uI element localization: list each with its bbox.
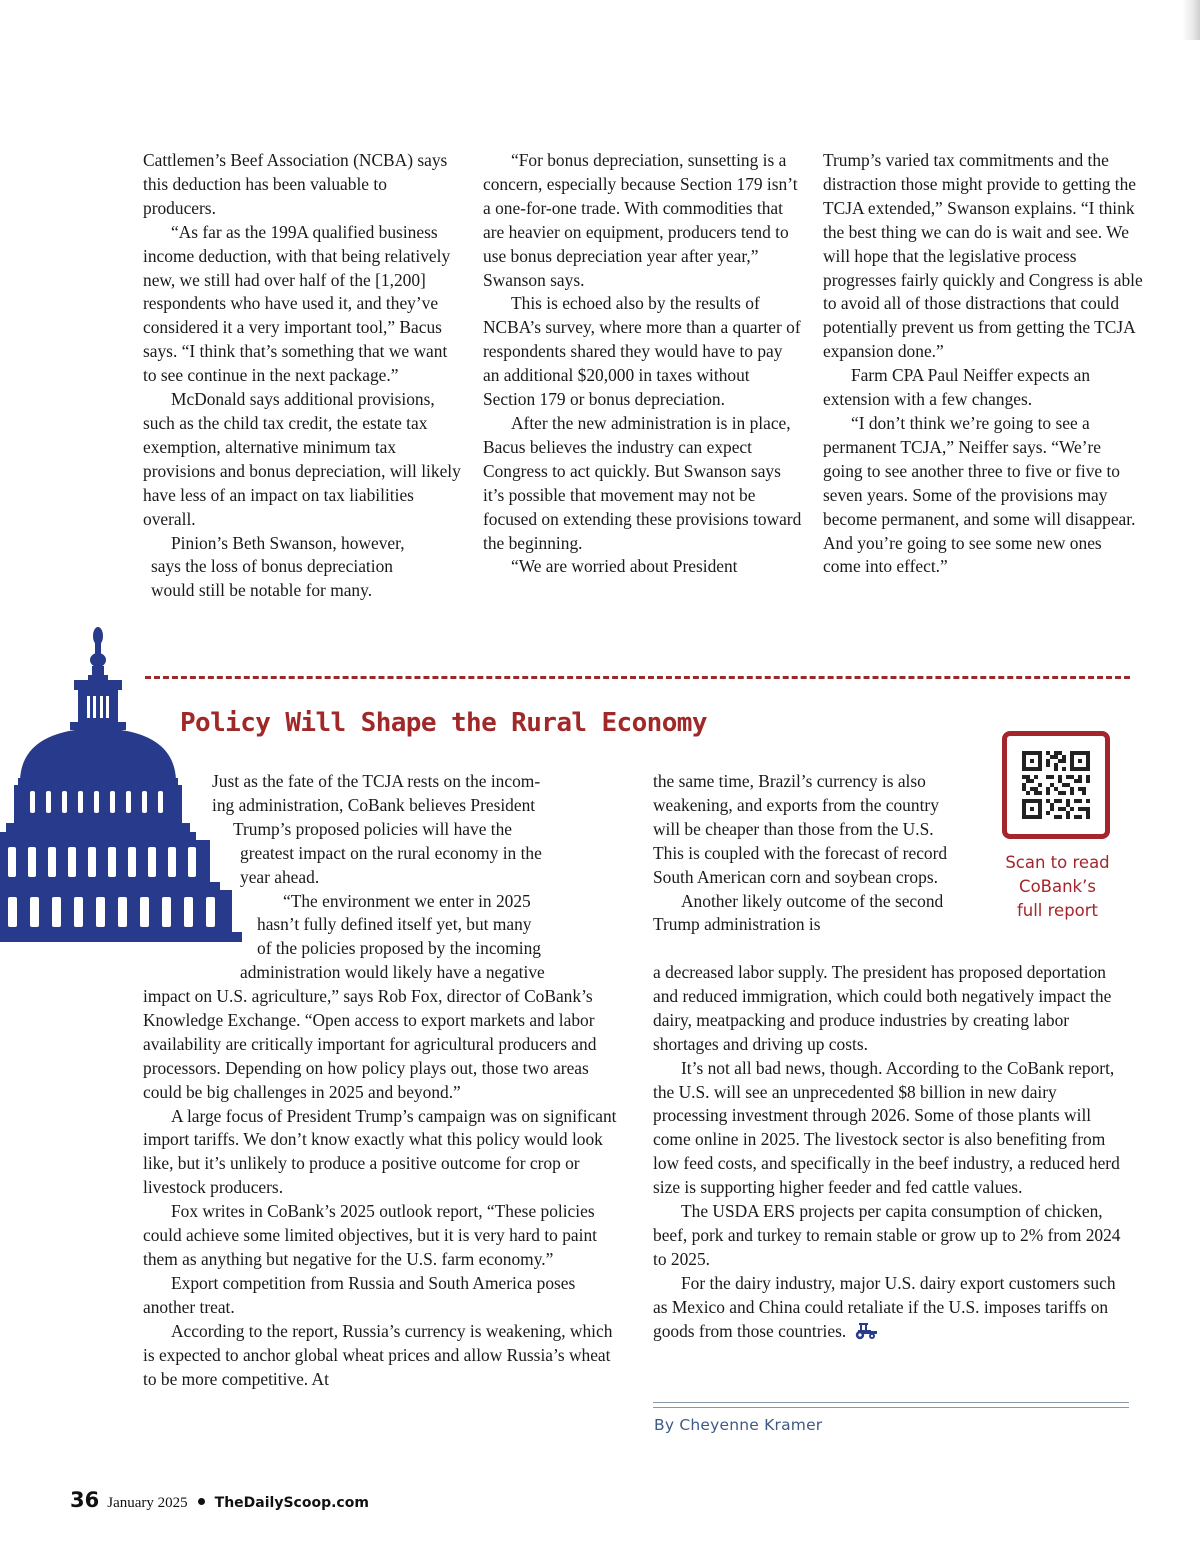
text-line: would still be notable for many. [151, 580, 373, 601]
paragraph: Trump’s varied tax commitments and the distraction those might provide to getting the TCJA extended,” Swanson explains. “I think the best thing we can do is wait and see. We will hope that the legislative process progresses fairly quickly and Congress is able to avoid all of those distractions that could potentially prevent us from getting the TCJA expansion done.” [823, 150, 1143, 362]
shaped-paragraph [143, 532, 463, 604]
text-line: Pinion’s Beth Swanson, however, [171, 532, 405, 553]
issue-date: January 2025 [107, 1495, 188, 1511]
paragraph: After the new administration is in place, Bacus believes the industry can expect Congress to act quickly. But Swanson says it’s possible that movement may not be focused on extending these provisions toward the beginning. [483, 412, 802, 553]
top-column-1 [143, 149, 463, 603]
section-heading: Policy Will Shape the Rural Economy [180, 708, 707, 738]
text-line: year ahead. [240, 866, 320, 887]
byline-rule-top [653, 1402, 1129, 1403]
paragraph: “As far as the 199A qualified business income deduction, with that being relatively new, we still had over half of the [1,200] respondents who have used it, and they’ve considered it a very important tool,” Bacus says. “I think that’s something that we want to see continue in the next package.” [143, 221, 451, 386]
lower-column-1 [143, 985, 621, 1391]
paragraph: Cattlemen’s Beef Association (NCBA) says this deduction has been valuable to producers. [143, 150, 448, 218]
paragraph: Fox writes in CoBank’s 2025 outlook report, “These policies could achieve some limited objectives, but it is very hard to paint them as anything but negative for the U.S. farm economy.” [143, 1201, 597, 1269]
qr-code[interactable] [1002, 731, 1110, 839]
tractor-icon [852, 1322, 878, 1340]
qr-caption [985, 851, 1130, 923]
page-edge [1182, 0, 1200, 40]
top-column-3 [823, 149, 1143, 579]
qr-code-icon [1022, 751, 1090, 819]
text-line: says the loss of bonus depreciation [151, 556, 393, 577]
paragraph: “We are worried about President [511, 556, 738, 577]
qr-caption-line: CoBank’s [1019, 877, 1096, 896]
text-line: hasn’t fully defined itself yet, but many [257, 914, 532, 935]
lower-column-1-shaped [0, 770, 620, 985]
paragraph: This is echoed also by the results of NCBA’s survey, where more than a quarter of respondents shared they would have to pay an additional $20,000 in taxes without Section 179 or bonus depreciation. [483, 293, 801, 410]
paragraph: the same time, Brazil’s currency is also weakening, and exports from the country will be cheaper than those from the U.S. This is coupled with the forecast of record South American corn and soybean crops. [653, 771, 948, 887]
text-line: ing administration, CoBank believes President [212, 794, 536, 815]
text-line: “The environment we enter in 2025 [283, 890, 531, 911]
top-column-2 [483, 149, 803, 579]
paragraph: The USDA ERS projects per capita consumption of chicken, beef, pork and turkey to remain stable or grow up to 2% from 2024 to 2025. [653, 1201, 1121, 1269]
qr-caption-line: Scan to read [1005, 853, 1110, 872]
byline: By Cheyenne Kramer [654, 1416, 823, 1434]
site-link[interactable]: TheDailyScoop.com [214, 1495, 369, 1511]
paragraph: “I don’t think we’re going to see a permanent TCJA,” Neiffer says. “We’re going to see another three to five or five to seven years. Some of the provisions may become permanent, and some will disappear. And you’re going to see some new ones come into effect.” [823, 412, 1136, 577]
paragraph: According to the report, Russia’s currency is weakening, which is expected to anchor global wheat prices and allow Russia’s wheat to be more competitive. At [143, 1320, 613, 1389]
bullet-separator [198, 1498, 205, 1505]
paragraph [653, 1272, 1128, 1344]
section-divider [145, 676, 1130, 679]
paragraph: a decreased labor supply. The president has proposed deportation and reduced immigration, which could both negatively impact the dairy, meatpacking and produce industries by creating labor shortages and driving up costs. [653, 962, 1112, 1054]
byline-rule-bottom [653, 1407, 1129, 1408]
paragraph: McDonald says additional provisions, such as the child tax credit, the estate tax exemption, alternative minimum tax provisions and bonus depreciation, will likely have less of an impact on tax liabilities overall. [143, 389, 461, 529]
lower-column-2-narrow [653, 770, 953, 937]
text-line: administration would likely have a negative [240, 962, 545, 983]
paragraph: Farm CPA Paul Neiffer expects an extension with a few changes. [823, 365, 1091, 410]
paragraph: Export competition from Russia and South America poses another treat. [143, 1272, 576, 1317]
paragraph: A large focus of President Trump’s campaign was on significant import tariffs. We don’t know exactly what this policy would look like, but it’s unlikely to produce a positive outcome for crop or livestock producers. [143, 1105, 617, 1198]
text-line: Just as the fate of the TCJA rests on the incom- [212, 771, 541, 791]
text-line: Trump’s proposed policies will have the [233, 818, 513, 839]
page-number: 36 [70, 1488, 100, 1512]
lower-column-2 [653, 961, 1128, 1344]
paragraph: Another likely outcome of the second Trump administration is [653, 890, 944, 935]
paragraph: impact on U.S. agriculture,” says Rob Fox, director of CoBank’s Knowledge Exchange. “Open access to export markets and labor availability are critically important for agricultural producers and processors. Depending on how policy plays out, those two areas could be big challenges in 2025 and beyond.” [143, 986, 597, 1102]
paragraph: “For bonus depreciation, sunsetting is a concern, especially because Section 179 isn’t a one-for-one trade. With commodities that are heavier on equipment, producers tend to use bonus depreciation year after year,” Swanson says. [483, 150, 798, 290]
final-paragraph-text: For the dairy industry, major U.S. dairy export customers such as Mexico and China could retaliate if the U.S. imposes tariffs on goods from those countries. [653, 1272, 1116, 1341]
qr-caption-line: full report [1016, 901, 1099, 920]
text-line: greatest impact on the rural economy in the [240, 842, 542, 863]
text-line: of the policies proposed by the incoming [257, 938, 541, 959]
paragraph: It’s not all bad news, though. According to the CoBank report, the U.S. will see an unprecedented $8 billion in new dairy processing investment through 2026. Some of those plants will come online in 2025. The livestock sector is also benefiting from low feed costs, and specifically in the beef industry, a reduced herd size is supporting higher feeder and fed cattle values. [653, 1057, 1120, 1198]
page-footer [70, 1488, 369, 1512]
